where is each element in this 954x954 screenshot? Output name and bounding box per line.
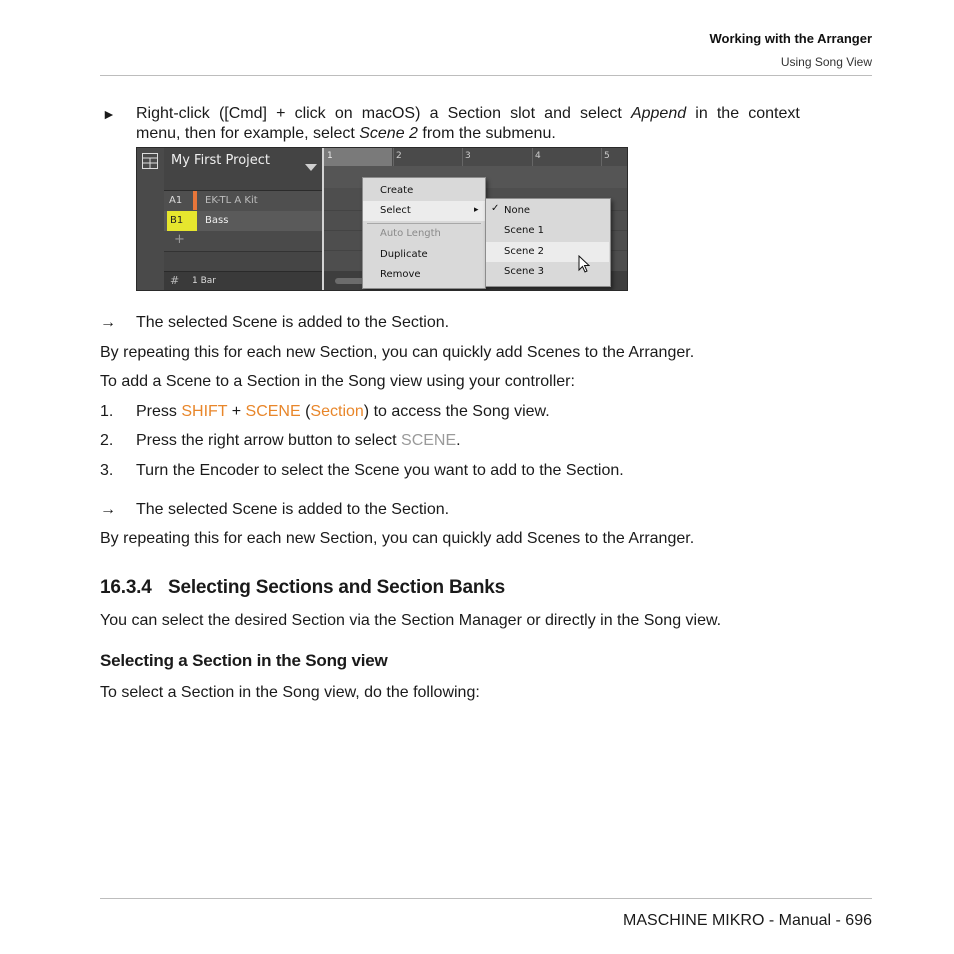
page-footer: MASCHINE MIKRO - Manual - 696 <box>623 912 872 929</box>
group-color-swatch <box>193 191 197 210</box>
paragraph: To add a Scene to a Section in the Song view using your controller: <box>100 373 575 390</box>
subheading: Selecting a Section in the Song view <box>100 651 388 670</box>
timeline-number: 2 <box>396 151 402 161</box>
grid-view-icon[interactable] <box>142 153 158 169</box>
left-strip <box>137 148 164 291</box>
timeline-number: 4 <box>535 151 541 161</box>
running-header-subtitle: Using Song View <box>780 55 872 69</box>
group-name: Bass <box>205 215 229 226</box>
section-title: Selecting Sections and Section Banks <box>168 577 506 598</box>
paragraph: To select a Section in the Song view, do the following: <box>100 684 480 701</box>
result-arrow-icon: → <box>100 501 116 518</box>
submenu-item-none[interactable]: None <box>504 205 531 216</box>
section-number: 16.3.4 <box>100 577 152 598</box>
step-2-text: Press the right arrow button to select SCENE. <box>136 432 461 449</box>
menu-item-select[interactable]: Select <box>380 205 411 216</box>
menu-item-auto-length[interactable]: Auto Length <box>380 228 441 239</box>
section-slot-selected[interactable] <box>324 148 392 166</box>
group-id: A1 <box>169 195 183 206</box>
result-text: The selected Scene is added to the Section. <box>136 501 450 518</box>
checkmark-icon: ✓ <box>491 203 500 214</box>
timeline-number: 1 <box>327 151 333 161</box>
paragraph: By repeating this for each new Section, you can quickly add Scenes to the Arranger. <box>100 530 695 547</box>
paragraph: By repeating this for each new Section, you can quickly add Scenes to the Arranger. <box>100 344 695 361</box>
intro-step-line1: Right-click ([Cmd] + click on macOS) a Section slot and select Append in the context <box>136 105 800 122</box>
submenu-item-scene-1[interactable]: Scene 1 <box>504 225 545 236</box>
menu-item-remove[interactable]: Remove <box>380 269 421 280</box>
bullet-icon: ► <box>102 106 116 122</box>
chevron-down-icon[interactable] <box>305 157 317 176</box>
header-rule <box>100 75 872 76</box>
menu-divider <box>367 223 481 224</box>
step-3-text: Turn the Encoder to select the Scene you want to add to the Section. <box>136 462 624 479</box>
bar-length[interactable]: 1 Bar <box>192 276 216 286</box>
running-header-title: Working with the Arranger <box>709 31 872 46</box>
menu-item-duplicate[interactable]: Duplicate <box>380 249 428 260</box>
song-view-screenshot <box>136 147 628 291</box>
paragraph: You can select the desired Section via the Section Manager or directly in the Song view. <box>100 612 722 629</box>
result-text: The selected Scene is added to the Section. <box>136 314 450 331</box>
group-name: EK-TL A Kit <box>205 195 258 206</box>
timeline-number: 5 <box>604 151 610 161</box>
submenu-arrow-icon: ▸ <box>474 205 479 215</box>
add-group-row[interactable] <box>164 231 322 251</box>
mouse-pointer-icon <box>578 255 590 277</box>
group-id: B1 <box>170 215 184 226</box>
add-group-icon[interactable]: + <box>174 232 185 247</box>
step-1-text: Press SHIFT + SCENE (Section) to access the Song view. <box>136 403 550 420</box>
submenu-item-scene-3[interactable]: Scene 3 <box>504 266 545 277</box>
grid-icon[interactable]: # <box>170 274 180 287</box>
intro-step-line2: menu, then for example, select Scene 2 from the submenu. <box>136 125 556 142</box>
project-name: My First Project <box>171 153 271 168</box>
step-number: 1. <box>100 403 114 420</box>
result-arrow-icon: → <box>100 314 116 331</box>
submenu-item-scene-2[interactable]: Scene 2 <box>504 246 545 257</box>
menu-item-create[interactable]: Create <box>380 185 414 196</box>
step-number: 3. <box>100 462 114 479</box>
footer-rule <box>100 898 872 899</box>
bottom-bar <box>164 271 322 291</box>
step-number: 2. <box>100 432 114 449</box>
timeline-number: 3 <box>465 151 471 161</box>
